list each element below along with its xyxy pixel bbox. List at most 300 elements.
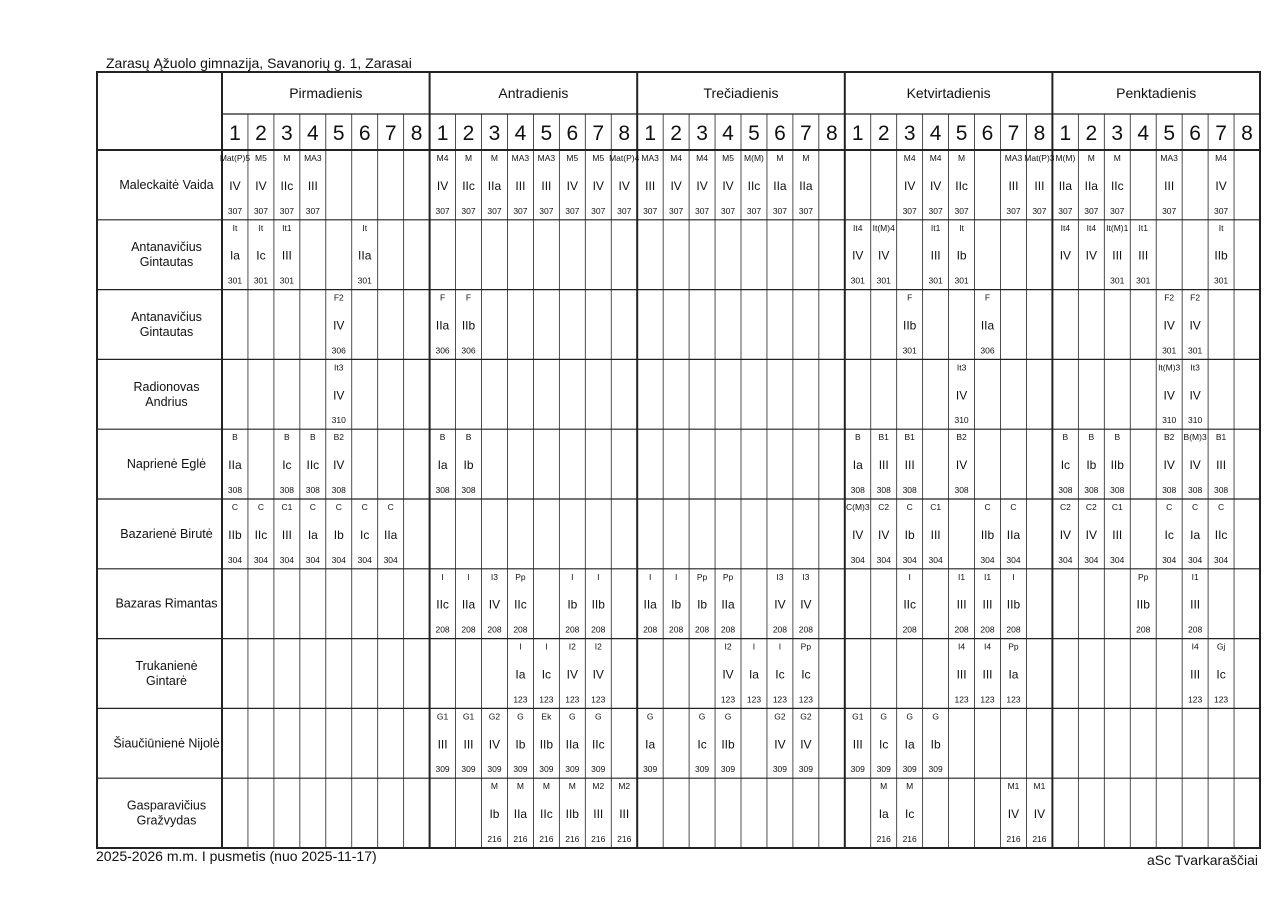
lesson-class: IV [333, 458, 345, 473]
teacher-name: Naprienė Eglė [126, 457, 207, 472]
lesson-class: IIc [747, 178, 761, 193]
lesson-class: IV [1215, 178, 1227, 193]
lesson-class: Ic [1216, 667, 1226, 682]
lesson-room: 304 [1006, 554, 1021, 565]
lesson-subject: Pp [722, 571, 734, 582]
lesson-room: 123 [1006, 694, 1021, 705]
lesson-room: 304 [902, 554, 917, 565]
lesson-subject: I [467, 571, 470, 582]
lesson-room: 308 [850, 485, 865, 495]
lesson-class: III [904, 458, 915, 473]
lesson-subject: F2 [333, 292, 344, 303]
lesson-class: IIa [384, 527, 398, 542]
lesson-class: IIb [1006, 597, 1021, 612]
lesson-room: 123 [720, 694, 736, 705]
lesson-room: 309 [772, 764, 788, 775]
lesson-room: 301 [253, 275, 269, 286]
lesson-room: 309 [876, 764, 891, 775]
lesson-room: 310 [331, 415, 346, 426]
lesson-class: IIa [435, 318, 450, 333]
lesson-subject: B1 [904, 432, 915, 443]
lesson-class: IIa [799, 178, 813, 193]
lesson-class: IV [774, 737, 786, 752]
lesson-room: 307 [1110, 205, 1125, 216]
lesson-room: 123 [798, 694, 813, 705]
period-number: 8 [1241, 122, 1253, 145]
lesson-subject: B [1062, 432, 1069, 443]
lesson-room: 309 [565, 764, 580, 775]
lesson-class: III [956, 667, 967, 682]
lesson-subject: M5 [722, 153, 734, 163]
lesson-class: IIa [643, 597, 657, 612]
lesson-subject: MA3 [641, 153, 659, 163]
lesson-class: III [1112, 248, 1123, 263]
lesson-class: III [645, 178, 656, 193]
lesson-room: 304 [1084, 554, 1099, 565]
lesson-room: 216 [1006, 834, 1021, 844]
lesson-room: 307 [565, 205, 580, 216]
day-name: Antradienis [498, 85, 569, 101]
lesson-class: IV [1007, 807, 1020, 822]
lesson-class: IIc [254, 527, 268, 542]
lesson-room: 309 [461, 764, 476, 775]
day-name: Pirmadienis [289, 85, 363, 101]
lesson-subject: C [1218, 502, 1225, 512]
lesson-class: IIa [513, 807, 528, 822]
period-number: 7 [1215, 122, 1227, 145]
lesson-subject: I3 [802, 571, 810, 582]
lesson-subject: It4 [853, 222, 863, 233]
lesson-class: IV [929, 178, 942, 193]
lesson-subject: B2 [333, 432, 344, 443]
lesson-subject: B1 [878, 432, 889, 443]
lesson-room: 307 [669, 205, 684, 216]
lesson-class: Ia [748, 667, 759, 682]
lesson-subject: I [778, 641, 782, 652]
lesson-room: 308 [876, 485, 891, 495]
period-number: 8 [825, 122, 838, 145]
lesson-subject: B [1088, 432, 1095, 443]
lesson-class: IV [333, 388, 345, 403]
lesson-subject: I2 [724, 641, 732, 652]
lesson-room: 208 [798, 624, 813, 635]
period-number: 5 [748, 122, 760, 145]
lesson-subject: G [594, 711, 602, 722]
lesson-subject: B2 [956, 432, 967, 443]
lesson-class: III [982, 667, 993, 682]
school-header: Zarasų Ąžuolo gimnazija, Savanorių g. 1, Zarasai [106, 55, 412, 71]
lesson-class: IIb [591, 597, 605, 612]
lesson-subject: M [776, 153, 784, 163]
lesson-class: IIa [721, 597, 735, 612]
lesson-class: IIc [1110, 178, 1124, 193]
lesson-room: 304 [357, 554, 372, 565]
teacher-name: Gintarė [146, 674, 187, 688]
lesson-class: Ia [1190, 527, 1201, 542]
lesson-subject: C [984, 502, 991, 512]
lesson-room: 208 [1006, 624, 1021, 635]
lesson-room: 309 [591, 764, 606, 775]
lesson-room: 308 [1058, 485, 1073, 495]
lesson-room: 208 [720, 624, 736, 635]
teacher-name: Trukanienė [135, 659, 198, 673]
lesson-subject: MA3 [1004, 153, 1023, 163]
lesson-room: 309 [928, 764, 943, 775]
lesson-class: IIa [1058, 178, 1073, 193]
lesson-subject: G [569, 711, 576, 722]
lesson-class: IIb [1214, 248, 1228, 263]
lesson-class: III [515, 178, 526, 193]
lesson-room: 304 [1162, 554, 1177, 565]
lesson-room: 307 [1084, 205, 1099, 216]
lesson-class: IIa [565, 737, 579, 752]
lesson-subject: G [724, 711, 732, 722]
lesson-room: 123 [591, 694, 606, 705]
lesson-room: 308 [461, 485, 476, 495]
lesson-room: 308 [902, 485, 917, 495]
lesson-subject: G2 [774, 711, 786, 722]
lesson-class: IIb [1136, 597, 1150, 612]
lesson-subject: Gj [1216, 641, 1226, 652]
lesson-class: IV [1085, 248, 1097, 263]
lesson-class: Ia [307, 527, 318, 542]
period-number: 6 [774, 122, 786, 145]
lesson-subject: C [361, 502, 368, 512]
lesson-subject: It1 [930, 222, 941, 233]
lesson-class: Ia [515, 667, 526, 682]
lesson-room: 304 [876, 554, 891, 565]
lesson-room: 310 [1162, 415, 1177, 426]
lesson-class: IV [566, 667, 578, 682]
lesson-room: 208 [902, 624, 917, 635]
lesson-room: 306 [461, 345, 476, 356]
lesson-subject: Ek [541, 711, 552, 722]
period-number: 1 [1059, 122, 1072, 145]
software-footer: aSc Tvarkaraščiai [1146, 852, 1258, 868]
lesson-subject: M [1113, 153, 1121, 163]
lesson-class: Ib [904, 527, 915, 542]
lesson-room: 307 [435, 205, 450, 216]
lesson-subject: I [545, 641, 548, 652]
lesson-room: 307 [694, 205, 710, 216]
lesson-subject: It3 [334, 362, 344, 373]
lesson-subject: It [959, 222, 964, 233]
lesson-subject: It4 [1060, 222, 1071, 233]
period-number: 5 [332, 122, 345, 145]
lesson-room: 308 [1162, 485, 1177, 495]
lesson-subject: G [906, 711, 913, 722]
lesson-room: 208 [461, 624, 476, 635]
lesson-class: III [463, 737, 474, 752]
lesson-class: III [307, 178, 318, 193]
lesson-class: III [1216, 458, 1227, 473]
lesson-room: 309 [720, 764, 736, 775]
lesson-subject: M2 [618, 781, 631, 792]
lesson-subject: Pp [1138, 571, 1149, 582]
lesson-class: Ib [697, 597, 708, 612]
lesson-class: IV [1059, 527, 1072, 542]
period-number: 3 [903, 122, 916, 145]
lesson-subject: C [1166, 502, 1173, 512]
period-number: 3 [281, 122, 293, 145]
lesson-subject: M2 [592, 781, 605, 792]
period-number: 4 [1137, 122, 1150, 145]
lesson-subject: C(M)3 [845, 502, 870, 512]
period-number: 2 [877, 122, 890, 145]
lesson-room: 309 [798, 764, 813, 775]
lesson-class: IV [852, 527, 864, 542]
lesson-subject: B1 [1215, 432, 1227, 443]
lesson-room: 208 [591, 624, 606, 635]
lesson-class: IV [955, 388, 968, 403]
period-number: 5 [955, 122, 968, 145]
lesson-class: Ia [229, 248, 240, 263]
period-number: 1 [436, 122, 449, 145]
lesson-room: 304 [850, 554, 865, 565]
lesson-room: 123 [1213, 694, 1229, 705]
period-number: 4 [306, 122, 319, 145]
lesson-room: 123 [1188, 694, 1203, 705]
lesson-room: 208 [513, 624, 528, 635]
lesson-room: 216 [487, 834, 502, 844]
lesson-subject: I [441, 571, 444, 582]
lesson-class: IIb [903, 318, 917, 333]
lesson-subject: It [258, 222, 264, 233]
lesson-subject: B [439, 432, 446, 443]
period-number: 7 [800, 122, 812, 145]
lesson-subject: It1 [282, 222, 292, 233]
lesson-class: IV [1163, 318, 1175, 333]
period-number: 2 [255, 122, 267, 145]
lesson-class: IIa [461, 597, 476, 612]
lesson-room: 208 [1136, 624, 1151, 635]
lesson-subject: I [674, 571, 678, 582]
lesson-class: Ib [671, 597, 682, 612]
lesson-room: 123 [980, 694, 995, 705]
lesson-class: IV [333, 318, 345, 333]
period-number: 1 [229, 122, 241, 145]
lesson-subject: MA3 [511, 153, 530, 163]
lesson-class: III [1112, 527, 1123, 542]
lesson-class: III [437, 737, 448, 752]
lesson-subject: It(M)1 [1106, 222, 1129, 233]
lesson-room: 216 [1032, 834, 1047, 844]
lesson-room: 304 [331, 554, 346, 565]
lesson-class: IIb [980, 527, 995, 542]
lesson-class: IIc [280, 178, 294, 193]
teacher-name: Gražvydas [136, 813, 197, 828]
lesson-class: Ic [282, 458, 292, 473]
lesson-room: 123 [772, 694, 788, 705]
period-number: 8 [410, 122, 423, 145]
lesson-room: 308 [435, 485, 450, 495]
lesson-class: IV [566, 178, 578, 193]
lesson-subject: It3 [956, 362, 967, 373]
lesson-class: IIa [773, 178, 787, 193]
lesson-room: 304 [1110, 554, 1125, 565]
lesson-subject: MA3 [304, 153, 322, 163]
teacher-name: Antanavičius [131, 310, 202, 324]
lesson-subject: I3 [490, 571, 499, 582]
lesson-subject: I [571, 571, 574, 582]
lesson-room: 309 [694, 764, 710, 775]
lesson-subject: M5 [566, 153, 579, 163]
lesson-room: 304 [1213, 554, 1229, 565]
day-name: Penktadienis [1116, 85, 1197, 101]
lesson-room: 208 [1188, 624, 1203, 635]
lesson-subject: M4 [670, 153, 683, 163]
lesson-class: Ic [256, 248, 266, 263]
lesson-subject: It [232, 222, 238, 233]
lesson-subject: G1 [462, 711, 475, 722]
lesson-class: IIa [487, 178, 502, 193]
lesson-class: IV [592, 178, 604, 193]
period-number: 8 [1033, 122, 1046, 145]
period-number: 7 [1007, 122, 1020, 145]
lesson-class: IV [618, 178, 630, 193]
lesson-room: 306 [980, 345, 995, 356]
lesson-class: III [1138, 248, 1149, 263]
lesson-class: IIb [539, 737, 554, 752]
lesson-class: IIc [903, 597, 917, 612]
period-number: 2 [1085, 122, 1098, 145]
lesson-room: 301 [850, 275, 865, 286]
lesson-room: 307 [279, 205, 294, 216]
lesson-room: 307 [902, 205, 917, 216]
period-number: 2 [670, 122, 682, 145]
lesson-class: III [1034, 178, 1045, 193]
lesson-subject: Pp [800, 641, 812, 652]
lesson-subject: G [880, 711, 888, 722]
lesson-subject: I [1012, 571, 1015, 582]
lesson-room: 301 [928, 275, 943, 286]
lesson-room: 307 [1032, 205, 1047, 216]
lesson-subject: I [648, 571, 652, 582]
lesson-room: 307 [539, 205, 554, 216]
lesson-subject: C [1192, 502, 1199, 512]
lesson-room: 308 [1213, 485, 1229, 495]
lesson-class: III [281, 527, 292, 542]
lesson-class: III [852, 737, 863, 752]
lesson-room: 216 [617, 834, 632, 844]
lesson-room: 304 [928, 554, 943, 565]
lesson-subject: B(M)3 [1183, 432, 1207, 443]
lesson-subject: C [309, 502, 316, 512]
lesson-class: IIa [228, 458, 242, 473]
teacher-name: Andrius [145, 394, 188, 409]
lesson-class: IV [774, 597, 786, 612]
lesson-class: IV [1189, 388, 1201, 403]
teacher-name: Gasparavičius [126, 798, 207, 813]
lesson-subject: M [516, 781, 524, 792]
lesson-subject: M [568, 781, 576, 792]
lesson-room: 123 [539, 694, 554, 705]
lesson-subject: F [465, 292, 472, 303]
lesson-class: IIa [1006, 527, 1021, 542]
lesson-room: 307 [461, 205, 476, 216]
lesson-subject: Mat(P)4 [609, 153, 640, 163]
lesson-room: 301 [876, 275, 891, 286]
period-number: 5 [1163, 122, 1176, 145]
lesson-subject: C2 [1059, 502, 1071, 512]
teacher-name: Antanavičius [131, 240, 202, 255]
lesson-subject: It1 [1138, 222, 1148, 233]
lesson-room: 208 [565, 624, 580, 635]
lesson-class: IV [1085, 527, 1097, 542]
lesson-subject: C1 [1111, 502, 1123, 512]
lesson-class: III [930, 527, 941, 542]
lesson-subject: C [906, 502, 913, 512]
lesson-class: Ib [489, 807, 500, 822]
lesson-room: 307 [928, 205, 943, 216]
lesson-room: 306 [331, 345, 346, 356]
lesson-class: IV [696, 178, 708, 193]
lesson-room: 123 [746, 694, 762, 705]
lesson-subject: G [932, 711, 939, 722]
period-number: 4 [514, 122, 527, 145]
period-number: 6 [358, 122, 371, 145]
lesson-subject: M4 [696, 153, 708, 163]
lesson-room: 301 [227, 275, 243, 286]
lesson-class: IIb [1110, 458, 1124, 473]
lesson-room: 307 [720, 205, 736, 216]
lesson-subject: Pp [515, 571, 526, 582]
lesson-class: IV [592, 667, 604, 682]
lesson-subject: B [854, 432, 861, 443]
lesson-class: Ia [878, 807, 889, 822]
lesson-subject: B [232, 432, 238, 443]
teacher-name: Radionovas [133, 379, 200, 394]
lesson-class: IV [255, 178, 267, 193]
period-number: 6 [566, 122, 579, 145]
lesson-subject: Pp [696, 571, 708, 582]
lesson-subject: MA3 [1160, 153, 1178, 163]
lesson-subject: F2 [1190, 292, 1201, 303]
period-number: 3 [488, 122, 501, 145]
lesson-room: 123 [565, 694, 580, 705]
lesson-room: 308 [1188, 485, 1203, 495]
lesson-subject: I4 [983, 641, 992, 652]
lesson-class: Ib [930, 737, 941, 752]
lesson-class: IIa [1084, 178, 1098, 193]
lesson-subject: It(M)4 [872, 222, 895, 233]
period-number: 8 [618, 122, 631, 145]
lesson-room: 301 [1162, 345, 1177, 356]
lesson-class: IV [904, 178, 916, 193]
lesson-room: 307 [305, 205, 320, 216]
lesson-class: III [281, 248, 292, 263]
lesson-room: 216 [565, 834, 580, 844]
lesson-room: 216 [513, 834, 528, 844]
lesson-room: 310 [1188, 415, 1203, 426]
lesson-room: 301 [1188, 345, 1203, 356]
lesson-subject: M [283, 153, 291, 163]
teacher-name: Bazaras Rimantas [115, 596, 218, 611]
lesson-room: 309 [487, 764, 502, 775]
lesson-room: 307 [227, 205, 243, 216]
lesson-subject: F [984, 292, 991, 303]
lesson-room: 307 [487, 205, 502, 216]
lesson-room: 208 [694, 624, 710, 635]
lesson-subject: M4 [903, 153, 916, 163]
lesson-class: IIc [1214, 527, 1228, 542]
lesson-room: 309 [435, 764, 450, 775]
period-number: 1 [644, 122, 657, 145]
lesson-room: 208 [980, 624, 995, 635]
lesson-class: III [930, 248, 941, 263]
lesson-subject: It3 [1190, 362, 1200, 373]
lesson-class: Ic [1060, 458, 1071, 473]
